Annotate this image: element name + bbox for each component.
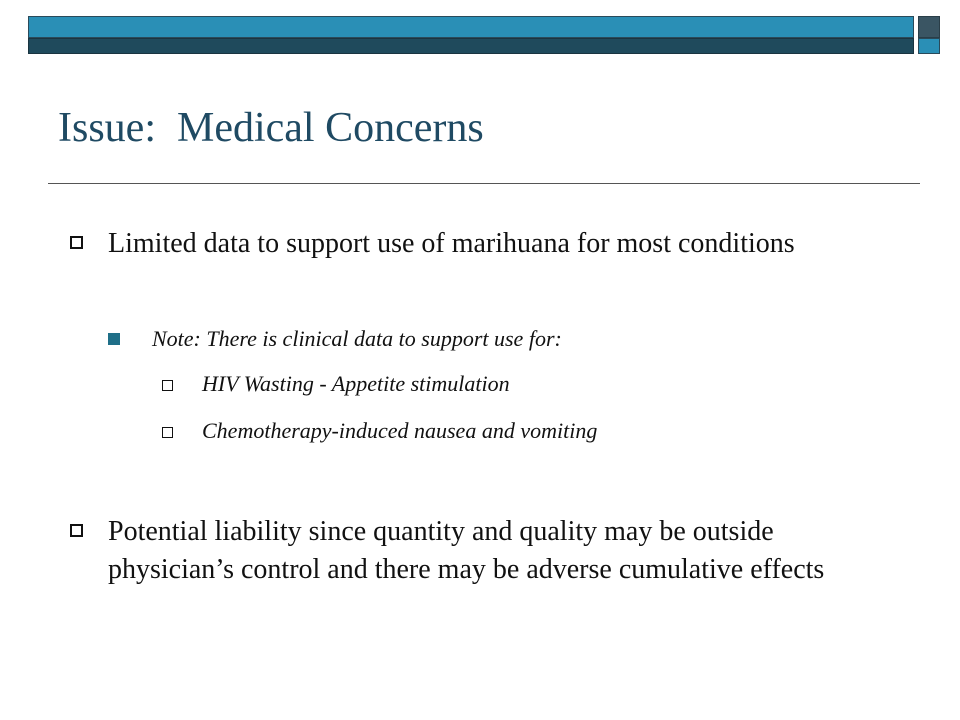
header-bar-group bbox=[28, 16, 914, 54]
bullet-item-limited-data: Limited data to support use of marihuana for most conditions bbox=[108, 228, 795, 259]
bullet-item-potential-liability: Potential liability since quantity and quality may be outside physician’s control and there may be adverse cumulative effects bbox=[108, 516, 825, 585]
sub-item-hiv-wasting: HIV Wasting - Appetite stimulation bbox=[202, 371, 510, 396]
header-square-teal bbox=[918, 38, 940, 54]
hollow-square-icon bbox=[162, 380, 173, 391]
hollow-square-icon bbox=[70, 524, 83, 537]
hollow-square-icon bbox=[70, 236, 83, 249]
hollow-square-icon bbox=[162, 427, 173, 438]
sub-item-chemotherapy: Chemotherapy-induced nausea and vomiting bbox=[202, 418, 598, 443]
sub-bullet-note: Note: There is clinical data to support use for: bbox=[152, 326, 562, 351]
header-square-dark bbox=[918, 16, 940, 38]
header-bar-dark bbox=[28, 38, 914, 54]
title-divider bbox=[48, 183, 920, 184]
header-bar-teal bbox=[28, 16, 914, 38]
slide-title: Issue: Medical Concerns bbox=[58, 105, 484, 151]
solid-square-icon bbox=[108, 333, 120, 345]
